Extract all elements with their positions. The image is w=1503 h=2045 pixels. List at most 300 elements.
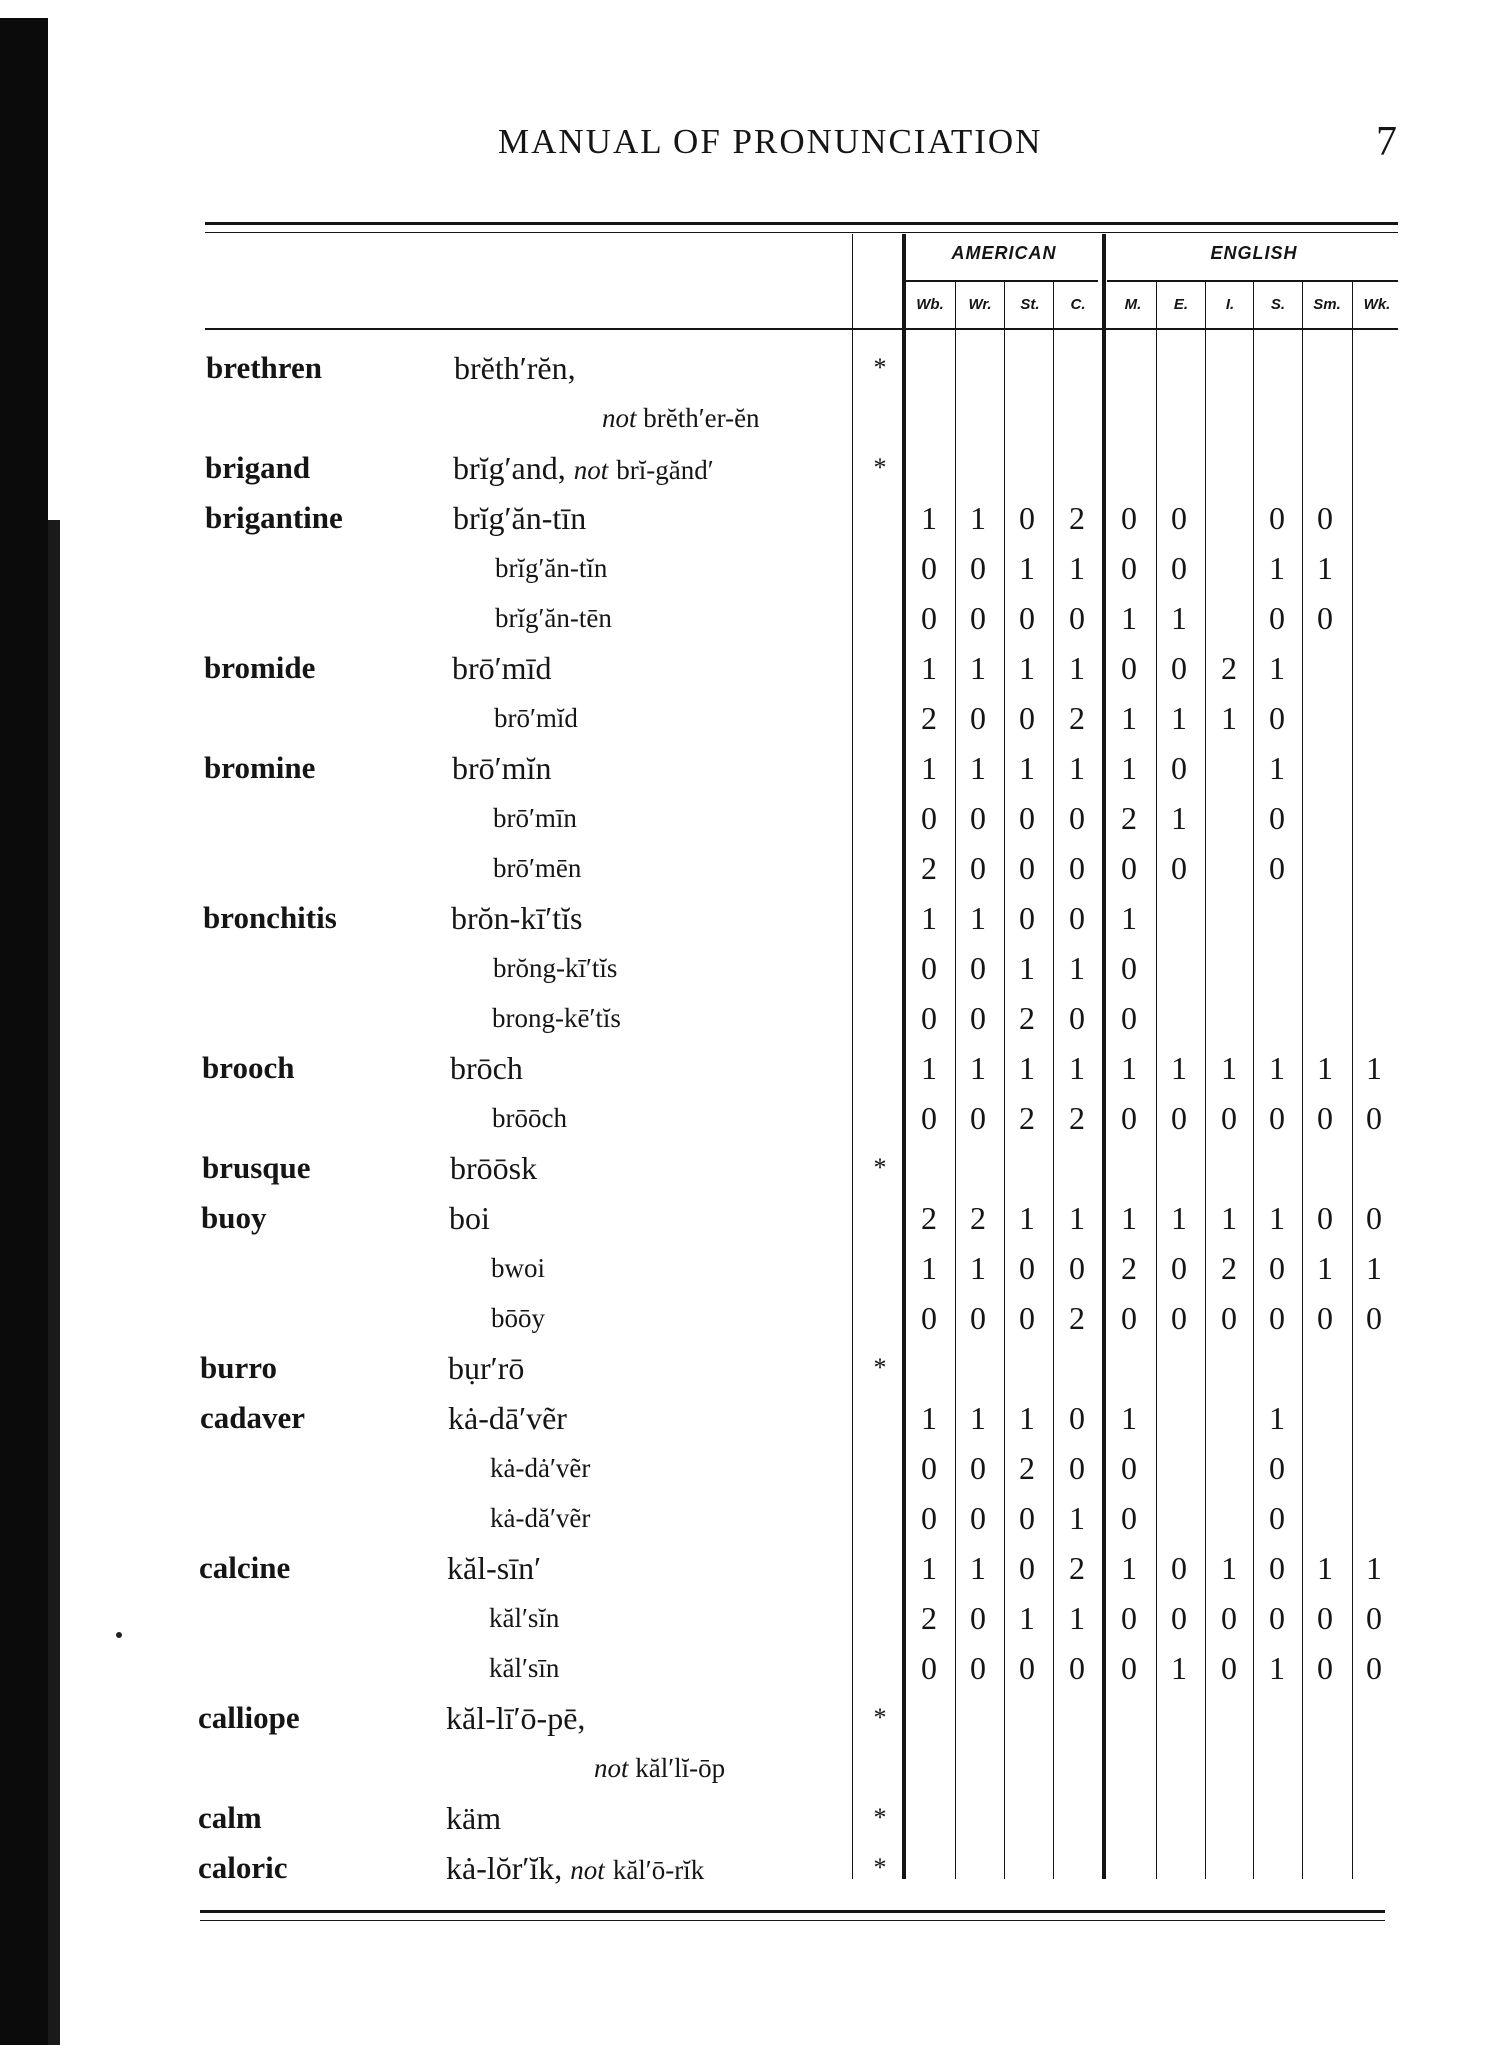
authority-value: 1 — [1121, 900, 1137, 936]
authority-value: 1 — [970, 750, 986, 786]
authority-value: 0 — [1121, 550, 1137, 586]
authority-value: 2 — [1019, 1000, 1035, 1036]
pronunciation — [447, 1550, 541, 1587]
authority-value: 1 — [1221, 1550, 1237, 1586]
authority-value: 0 — [1019, 600, 1035, 636]
preferred-star-mark: * — [873, 453, 887, 482]
pronunciation-text: kȧ-dă′vẽr — [490, 1503, 591, 1533]
authority-value: 1 — [1069, 1050, 1085, 1086]
pronunciation — [495, 553, 607, 584]
authority-value: 1 — [970, 1050, 986, 1086]
authority-value: 0 — [1019, 1300, 1035, 1336]
pronunciation — [448, 1350, 524, 1387]
pronunciation-text: brō′mīn — [493, 803, 577, 833]
table-row — [0, 1550, 1400, 1600]
headword: caloric — [198, 1850, 288, 1885]
col-head-wb: Wb. — [916, 296, 944, 313]
authority-value: 1 — [1366, 1250, 1382, 1286]
headword: burro — [200, 1350, 277, 1385]
authority-value: 0 — [970, 700, 986, 736]
preferred-star-mark: * — [873, 1353, 887, 1382]
pronunciation-text: brŏng-kī′tĭs — [493, 953, 618, 983]
authority-value: 1 — [921, 1550, 937, 1586]
pronunciation-text: bụr′rō — [448, 1350, 525, 1386]
authority-value: 0 — [921, 550, 937, 586]
authority-value: 2 — [921, 1600, 937, 1636]
pronunciation-text: brō′mēn — [493, 853, 582, 883]
authority-value: 0 — [970, 1450, 986, 1486]
authority-value: 1 — [1269, 750, 1285, 786]
pronunciation — [493, 853, 581, 884]
authority-value: 1 — [1171, 1200, 1187, 1236]
table-row — [0, 550, 1400, 600]
pronunciation — [494, 703, 578, 734]
authority-value: 0 — [1171, 1250, 1187, 1286]
authority-value: 0 — [1121, 650, 1137, 686]
authority-value: 1 — [1069, 650, 1085, 686]
pronunciation-text: käm — [446, 1800, 502, 1836]
authority-value: 0 — [970, 950, 986, 986]
headword: bronchitis — [203, 900, 337, 935]
authority-value: 0 — [1317, 600, 1333, 636]
table-row — [0, 1650, 1400, 1700]
pronunciation-text: kȧ-lŏr′ĭk, — [446, 1850, 563, 1886]
top-rule-thick — [205, 222, 1398, 225]
authority-value: 0 — [970, 1300, 986, 1336]
authority-value: 0 — [1366, 1100, 1382, 1136]
table-row — [0, 900, 1400, 950]
authority-value: 0 — [1121, 1300, 1137, 1336]
not-note: not — [602, 403, 637, 433]
pronunciation — [449, 1200, 490, 1237]
group-underline-american — [905, 280, 1098, 282]
pronunciation — [495, 603, 612, 634]
pronunciation-text: kăl-sīn′ — [447, 1550, 542, 1586]
pronunciation — [490, 1503, 590, 1534]
preferred-star-mark: * — [873, 1803, 887, 1832]
running-header: MANUAL OF PRONUNCIATION — [498, 122, 1043, 161]
authority-value: 0 — [921, 950, 937, 986]
pronunciation-text: brō′mĭn — [452, 750, 552, 786]
authority-value: 0 — [1069, 1000, 1085, 1036]
authority-value: 0 — [1317, 1100, 1333, 1136]
headword: brusque — [202, 1150, 311, 1185]
authority-value: 0 — [1221, 1600, 1237, 1636]
authority-value: 1 — [1171, 800, 1187, 836]
authority-value: 1 — [1317, 550, 1333, 586]
table-row — [0, 1300, 1400, 1350]
authority-value: 1 — [921, 900, 937, 936]
pronunciation — [489, 1653, 559, 1684]
table-row — [0, 1700, 1400, 1750]
authority-value: 0 — [1019, 800, 1035, 836]
authority-value: 0 — [921, 1450, 937, 1486]
authority-value: 0 — [970, 800, 986, 836]
pronunciation — [446, 1850, 704, 1887]
authority-value: 1 — [1269, 1650, 1285, 1686]
authority-value: 1 — [970, 1250, 986, 1286]
pronunciation — [492, 1103, 567, 1134]
authority-value: 1 — [1317, 1250, 1333, 1286]
table-row — [0, 1100, 1400, 1150]
table-row — [0, 400, 1400, 450]
table-row — [0, 1250, 1400, 1300]
pronunciation-text: boi — [449, 1200, 490, 1236]
authority-value: 0 — [1269, 800, 1285, 836]
authority-value: 0 — [1269, 500, 1285, 536]
pronunciation-text: brō′mīd — [452, 650, 552, 686]
authority-value: 0 — [1269, 700, 1285, 736]
pronunciation — [452, 750, 551, 787]
authority-value: 0 — [921, 1100, 937, 1136]
authority-value: 0 — [970, 1600, 986, 1636]
authority-value: 1 — [1069, 550, 1085, 586]
authority-value: 0 — [921, 1650, 937, 1686]
authority-value: 1 — [1121, 600, 1137, 636]
authority-value: 1 — [970, 500, 986, 536]
authority-value: 0 — [1317, 1600, 1333, 1636]
headword: calliope — [198, 1700, 300, 1735]
col-head-sm: Sm. — [1313, 296, 1341, 313]
authority-value: 1 — [1019, 550, 1035, 586]
table-row — [0, 350, 1400, 400]
authority-value: 0 — [921, 600, 937, 636]
col-head-m: M. — [1124, 296, 1142, 313]
pronunciation-text: brĭg′ăn-tēn — [495, 603, 612, 633]
col-head-c: C. — [1070, 296, 1086, 313]
table-row — [0, 800, 1400, 850]
authority-value: 0 — [1019, 1500, 1035, 1536]
authority-value: 1 — [1366, 1050, 1382, 1086]
pronunciation — [493, 803, 577, 834]
headword: brigand — [205, 450, 311, 485]
authority-value: 0 — [1069, 600, 1085, 636]
authority-value: 2 — [921, 1200, 937, 1236]
authority-value: 1 — [970, 650, 986, 686]
authority-value: 1 — [921, 1400, 937, 1436]
authority-value: 2 — [1221, 650, 1237, 686]
authority-value: 0 — [1269, 1250, 1285, 1286]
authority-value: 1 — [921, 1050, 937, 1086]
authority-value: 0 — [1171, 550, 1187, 586]
pronunciation-text: kăl′sīn — [489, 1653, 560, 1683]
authority-value: 1 — [1269, 550, 1285, 586]
pronunciation — [452, 650, 551, 687]
authority-value: 0 — [1269, 1500, 1285, 1536]
col-head-st: St. — [1020, 296, 1040, 313]
table-row — [0, 600, 1400, 650]
authority-value: 1 — [1221, 700, 1237, 736]
authority-value: 1 — [921, 500, 937, 536]
pronunciation — [489, 1603, 559, 1634]
authority-value: 0 — [1221, 1300, 1237, 1336]
not-note: not — [570, 1855, 605, 1885]
authority-value: 0 — [1269, 1550, 1285, 1586]
authority-value: 0 — [1171, 750, 1187, 786]
authority-value: 0 — [1019, 850, 1035, 886]
authority-value: 1 — [970, 1550, 986, 1586]
preferred-star-mark: * — [873, 1703, 887, 1732]
authority-value: 1 — [1019, 750, 1035, 786]
pronunciation — [602, 403, 760, 434]
pronunciation-text: kȧ-dȧ′vẽr — [490, 1453, 591, 1483]
authority-value: 1 — [1221, 1200, 1237, 1236]
table-row — [0, 650, 1400, 700]
preferred-star-mark: * — [873, 353, 887, 382]
pronunciation-text: bwoi — [491, 1253, 545, 1283]
table-row — [0, 1350, 1400, 1400]
authority-value: 0 — [1121, 850, 1137, 886]
pronunciation — [451, 900, 582, 937]
pronunciation-text: brĭg′ăn-tĭn — [495, 553, 608, 583]
authority-value: 0 — [1019, 700, 1035, 736]
authority-value: 1 — [1069, 1200, 1085, 1236]
pronunciation — [490, 1453, 590, 1484]
pronunciation — [492, 1003, 621, 1034]
table-row — [0, 1050, 1400, 1100]
table-row — [0, 1800, 1400, 1850]
pronunciation-text: kăl′lĭ-ōp — [635, 1753, 726, 1783]
table-row — [0, 1750, 1400, 1800]
authority-value: 1 — [921, 1250, 937, 1286]
pronunciation-text: kăl-lī′ō-pē, — [446, 1700, 586, 1736]
pronunciation-text: brĭg′and, — [453, 450, 566, 486]
authority-value: 1 — [970, 1400, 986, 1436]
authority-value: 1 — [1019, 1600, 1035, 1636]
authority-value: 0 — [1317, 1300, 1333, 1336]
table-row — [0, 1200, 1400, 1250]
authority-value: 0 — [970, 850, 986, 886]
pronunciation-text: brĭg′ăn-tīn — [453, 500, 587, 536]
authority-value: 1 — [1121, 1400, 1137, 1436]
authority-value: 1 — [1171, 1050, 1187, 1086]
table-row — [0, 1000, 1400, 1050]
authority-value: 0 — [1069, 1250, 1085, 1286]
table-row — [0, 950, 1400, 1000]
pronunciation-text: brōōsk — [450, 1150, 538, 1186]
pronunciation-text: brŏn-kī′tĭs — [451, 900, 583, 936]
authority-value: 0 — [1269, 1600, 1285, 1636]
authority-value: 0 — [970, 550, 986, 586]
pronunciation-text: brōch — [450, 1050, 523, 1086]
authority-value: 0 — [1121, 1650, 1137, 1686]
authority-value: 0 — [1121, 500, 1137, 536]
authority-value: 1 — [1019, 1200, 1035, 1236]
authority-value: 0 — [1171, 1300, 1187, 1336]
pronunciation — [453, 500, 586, 537]
headword: calm — [198, 1800, 262, 1835]
authority-value: 0 — [1121, 1500, 1137, 1536]
headword: brigantine — [205, 500, 343, 535]
authority-value: 1 — [1069, 950, 1085, 986]
authority-value: 0 — [1269, 850, 1285, 886]
col-head-i: I. — [1225, 296, 1235, 313]
authority-value: 0 — [921, 800, 937, 836]
pronunciation — [448, 1400, 567, 1437]
authority-value: 0 — [1019, 1650, 1035, 1686]
authority-value: 1 — [1269, 650, 1285, 686]
authority-value: 0 — [1269, 1300, 1285, 1336]
pronunciation — [491, 1303, 545, 1334]
pronunciation — [453, 450, 714, 487]
authority-value: 0 — [1121, 950, 1137, 986]
headword: bromine — [204, 750, 316, 785]
authority-value: 0 — [1171, 650, 1187, 686]
pronunciation-text: kăl′sĭn — [489, 1603, 560, 1633]
authority-value: 1 — [1069, 1500, 1085, 1536]
authority-value: 0 — [1366, 1300, 1382, 1336]
authority-value: 0 — [1121, 1600, 1137, 1636]
authority-value: 1 — [1019, 1050, 1035, 1086]
col-head-wk: Wk. — [1363, 296, 1391, 313]
authority-value: 2 — [1069, 1100, 1085, 1136]
authority-value: 1 — [1269, 1400, 1285, 1436]
authority-value: 0 — [1317, 1200, 1333, 1236]
bottom-rule-thick — [200, 1910, 1385, 1913]
authority-value: 1 — [1019, 650, 1035, 686]
header-bottom-rule — [205, 328, 1398, 330]
authority-value: 0 — [1069, 1650, 1085, 1686]
authority-value: 0 — [970, 1500, 986, 1536]
authority-value: 0 — [1269, 1450, 1285, 1486]
page-number: 7 — [1376, 119, 1397, 165]
pronunciation-text: brĕth′rĕn, — [454, 350, 576, 386]
authority-value: 1 — [1269, 1050, 1285, 1086]
pronunciation-text: brō′mĭd — [494, 703, 578, 733]
authority-value: 2 — [1019, 1100, 1035, 1136]
authority-value: 0 — [921, 1500, 937, 1536]
table-row — [0, 700, 1400, 750]
col-head-wr: Wr. — [968, 296, 992, 313]
pronunciation — [446, 1800, 501, 1837]
headword: buoy — [201, 1200, 267, 1235]
authority-value: 0 — [1171, 1550, 1187, 1586]
authority-value: 2 — [1069, 1550, 1085, 1586]
headword: calcine — [199, 1550, 291, 1585]
authority-value: 1 — [1171, 1650, 1187, 1686]
authority-value: 1 — [1366, 1550, 1382, 1586]
authority-value: 1 — [1019, 1400, 1035, 1436]
authority-value: 0 — [1171, 500, 1187, 536]
authority-value: 1 — [1121, 1050, 1137, 1086]
authority-value: 0 — [1121, 1000, 1137, 1036]
group-label-american: AMERICAN — [951, 243, 1057, 263]
authority-value: 2 — [1121, 800, 1137, 836]
authority-value: 1 — [1069, 1600, 1085, 1636]
authority-value: 0 — [970, 1650, 986, 1686]
authority-value: 2 — [1069, 500, 1085, 536]
not-note: not — [573, 455, 609, 485]
pronunciation-text: bōōy — [491, 1303, 545, 1333]
authority-value: 0 — [1221, 1100, 1237, 1136]
authority-value: 1 — [1171, 600, 1187, 636]
table-row — [0, 1600, 1400, 1650]
authority-value: 2 — [1121, 1250, 1137, 1286]
authority-value: 0 — [1317, 1650, 1333, 1686]
authority-value: 0 — [1019, 1550, 1035, 1586]
authority-value: 0 — [1366, 1650, 1382, 1686]
group-label-english: ENGLISH — [1210, 243, 1298, 263]
table-row — [0, 1400, 1400, 1450]
table-row — [0, 1500, 1400, 1550]
authority-value: 0 — [1019, 900, 1035, 936]
authority-value: 0 — [1069, 800, 1085, 836]
table-row — [0, 450, 1400, 500]
preferred-star-mark: * — [873, 1853, 887, 1882]
authority-value: 0 — [1121, 1100, 1137, 1136]
not-note: not — [594, 1753, 629, 1783]
authority-value: 1 — [1121, 1200, 1137, 1236]
authority-value: 2 — [921, 850, 937, 886]
authority-value: 1 — [1317, 1550, 1333, 1586]
authority-value: 0 — [1317, 500, 1333, 536]
authority-value: 1 — [1171, 700, 1187, 736]
pronunciation-rejected: brĭ-gănd′ — [616, 455, 714, 485]
authority-value: 0 — [1121, 1450, 1137, 1486]
table-row — [0, 1450, 1400, 1500]
authority-value: 0 — [970, 1000, 986, 1036]
authority-value: 2 — [1069, 1300, 1085, 1336]
authority-value: 0 — [1366, 1200, 1382, 1236]
table-row — [0, 850, 1400, 900]
pronunciation — [493, 953, 617, 984]
authority-value: 1 — [1121, 700, 1137, 736]
bottom-rule-thin — [200, 1920, 1385, 1921]
pronunciation-text: brong-kē′tĭs — [492, 1003, 621, 1033]
authority-value: 1 — [1019, 950, 1035, 986]
pronunciation-text: brōōch — [492, 1103, 567, 1133]
authority-value: 0 — [1019, 1250, 1035, 1286]
top-rule-thin — [205, 232, 1398, 233]
authority-value: 0 — [1069, 900, 1085, 936]
authority-value: 1 — [1221, 1050, 1237, 1086]
pronunciation — [450, 1050, 523, 1087]
authority-value: 0 — [1069, 1400, 1085, 1436]
headword: brethren — [206, 350, 322, 385]
pronunciation — [491, 1253, 545, 1284]
authority-value: 0 — [1269, 1100, 1285, 1136]
authority-value: 1 — [1121, 1550, 1137, 1586]
pronunciation — [454, 350, 576, 387]
pronunciation — [446, 1700, 585, 1737]
pronunciation-text: kȧ-dā′vẽr — [448, 1400, 567, 1436]
pronunciation — [450, 1150, 537, 1187]
authority-value: 2 — [1019, 1450, 1035, 1486]
authority-value: 1 — [1069, 750, 1085, 786]
authority-value: 1 — [1121, 750, 1137, 786]
authority-value: 1 — [970, 900, 986, 936]
authority-value: 2 — [1069, 700, 1085, 736]
table-row — [0, 1150, 1400, 1200]
authority-value: 0 — [1171, 1600, 1187, 1636]
authority-value: 0 — [1171, 1100, 1187, 1136]
headword: cadaver — [200, 1400, 306, 1435]
authority-value: 0 — [970, 1100, 986, 1136]
table-row — [0, 500, 1400, 550]
authority-value: 0 — [1171, 850, 1187, 886]
authority-value: 0 — [921, 1000, 937, 1036]
headword: bromide — [204, 650, 316, 685]
authority-value: 1 — [1269, 1200, 1285, 1236]
authority-value: 0 — [1366, 1600, 1382, 1636]
authority-value: 0 — [1019, 500, 1035, 536]
authority-value: 0 — [1221, 1650, 1237, 1686]
authority-value: 1 — [1317, 1050, 1333, 1086]
authority-value: 2 — [970, 1200, 986, 1236]
col-head-e: E. — [1173, 296, 1189, 313]
authority-value: 1 — [921, 750, 937, 786]
authority-value: 0 — [1269, 600, 1285, 636]
